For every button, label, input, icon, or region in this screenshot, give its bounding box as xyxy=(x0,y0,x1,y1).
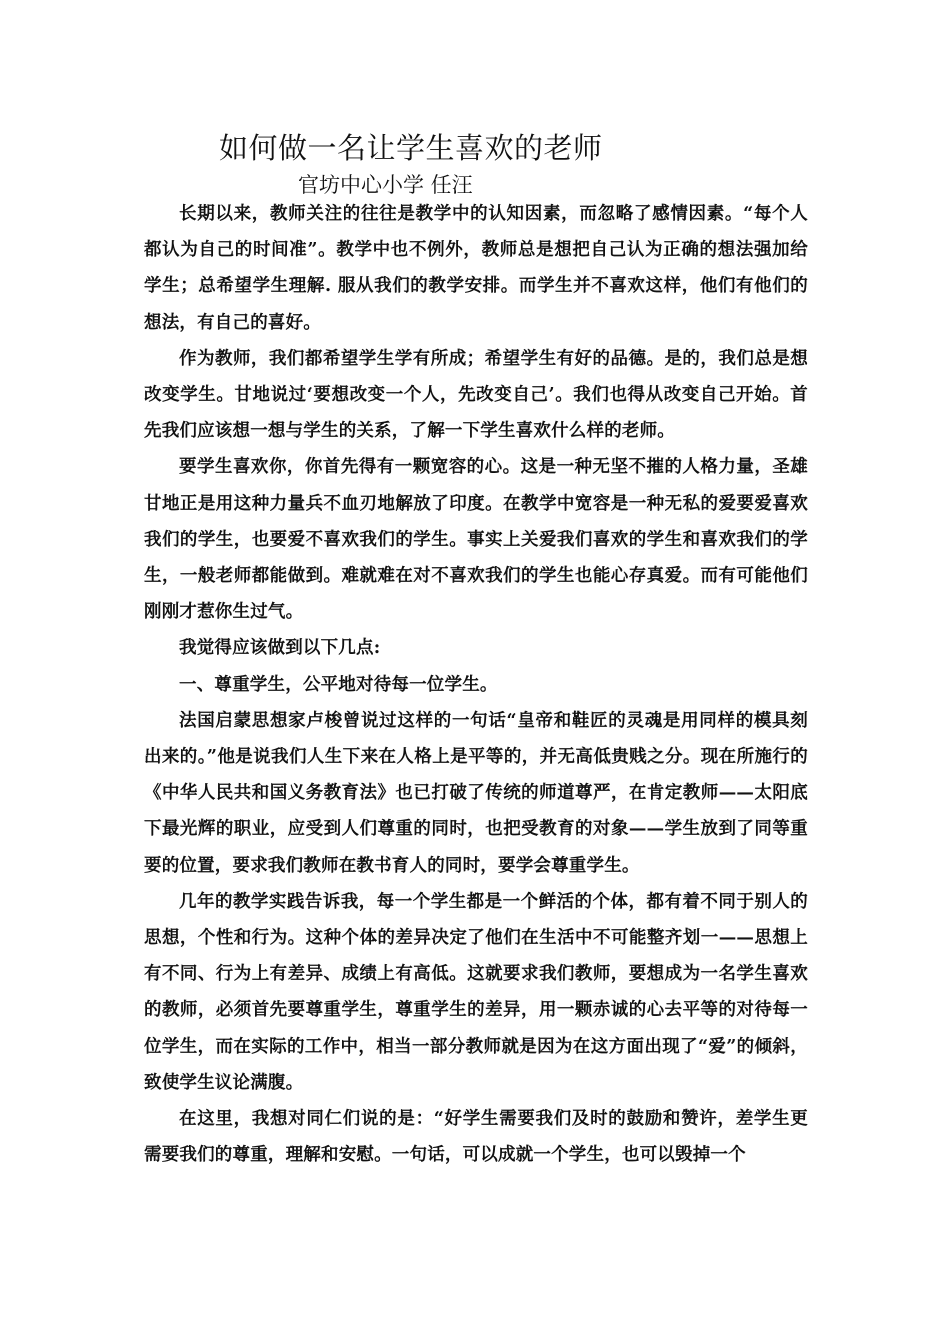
document-body xyxy=(144,196,808,1173)
paragraph: 几年的教学实践告诉我，每一个学生都是一个鲜活的个体，都有着不同于别人的思想，个性和行为。这种个体的差异决定了他们在生活中不可能整齐划一——思想上有不同、行为上有差异、成绩上有高低。这就要求我们教师，要想成为一名学生喜欢的教师，必须首先要尊重学生，尊重学生的差异，用一颗赤诚的心去平等的对待每一位学生，而在实际的工作中，相当一部分教师就是因为在这方面出现了“爱”的倾斜，致使学生议论满腹。 xyxy=(144,891,808,1093)
document-author: 官坊中心小学 任汪 xyxy=(298,173,473,197)
paragraph: 在这里，我想对同仁们说的是：“好学生需要我们及时的鼓励和赞许，差学生更需要我们的尊重，理解和安慰。一句话，可以成就一个学生，也可以毁掉一个 xyxy=(144,1109,808,1166)
document-title: 如何做一名让学生喜欢的老师 xyxy=(219,131,603,165)
paragraph: 长期以来，教师关注的往往是教学中的认知因素，而忽略了感情因素。“每个人都认为自己的时间准”。教学中也不例外，教师总是想把自己认为正确的想法强加给学生；总希望学生理解. 服从我们的教学安排。而学生并不喜欢这样，他们有他们的想法，有自己的喜好。 xyxy=(144,204,808,333)
paragraph: 要学生喜欢你，你首先得有一颗宽容的心。这是一种无坚不摧的人格力量，圣雄甘地正是用这种力量兵不血刃地解放了印度。在教学中宽容是一种无私的爱要爱喜欢我们的学生，也要爱不喜欢我们的学生。事实上关爱我们喜欢的学生和喜欢我们的学生，一般老师都能做到。难就难在对不喜欢我们的学生也能心存真爱。而有可能他们刚刚才惹你生过气。 xyxy=(144,457,808,623)
paragraph: 法国启蒙思想家卢梭曾说过这样的一句话“皇帝和鞋匠的灵魂是用同样的模具刻出来的。”他是说我们人生下来在人格上是平等的，并无高低贵贱之分。现在所施行的《中华人民共和国义务教育法》也已打破了传统的师道尊严，在肯定教师——太阳底下最光辉的职业，应受到人们尊重的同时，也把受教育的对象——学生放到了同等重要的位置，要求我们教师在教书育人的同时，要学会尊重学生。 xyxy=(144,710,808,876)
paragraph: 作为教师，我们都希望学生学有所成；希望学生有好的品德。是的，我们总是想改变学生。甘地说过‘要想改变一个人，先改变自己’。我们也得从改变自己开始。首先我们应该想一想与学生的关系，了解一下学生喜欢什么样的老师。 xyxy=(144,348,808,442)
section-heading: 一、尊重学生，公平地对待每一位学生。 xyxy=(179,674,498,695)
paragraph: 我觉得应该做到以下几点: xyxy=(179,638,381,659)
